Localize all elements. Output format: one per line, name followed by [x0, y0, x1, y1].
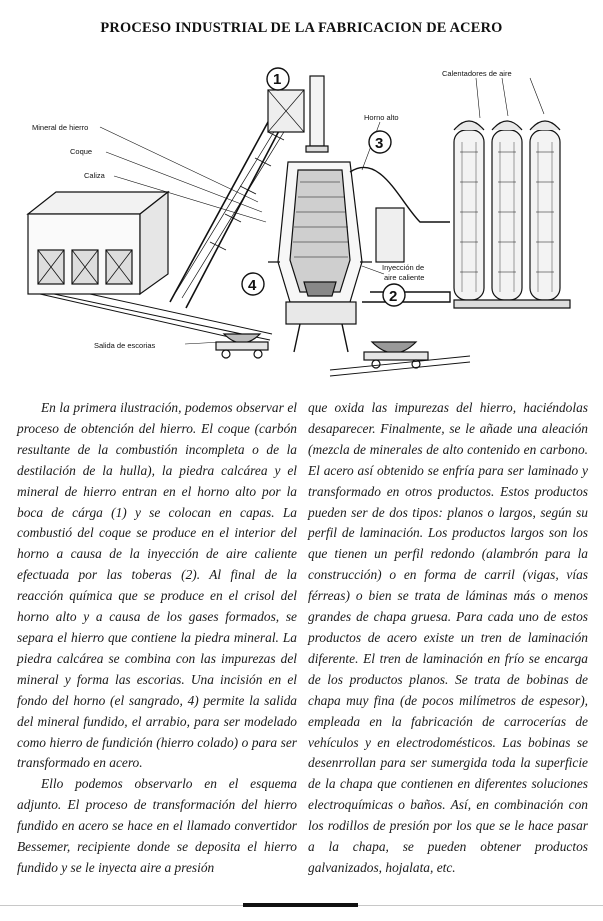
iron-ladle-car: [330, 342, 470, 376]
illustration-svg: [10, 52, 593, 382]
label-calentadores: Calentadores de aire: [442, 69, 512, 78]
paragraph-intro: En la primera ilustración, podemos observar el proceso de obtención del hierro. El coque (carbón resultante de la combustión incompleta o de la destilación de la hulla), la piedra calcárea y el mineral de hierro entran en el horno alto por la boca de cárga (1) y se colocan en capas. La combustió del coque se produce en el interior del horno a causa de la inyección de aire caliente efectuada por las toberas (2). Al final de la reacción química que se produce en el crisol del horno alto y a causa de los gases formados, se separa el hierro que contiene la piedra mineral. La piedra calcárea se combina con las impurezas del mineral y forma las escorias. Una incisión en el fondo del horno (el sangrado, 4) permite la salida del mineral fundido, el arrabio, para ser modelado como hierro de fundición (hierro colado) o para ser transformado en acero.: [17, 400, 297, 771]
number-1: 1: [273, 71, 282, 88]
bottom-bar: [243, 903, 358, 907]
storage-bins: [28, 192, 168, 294]
label-inyeccion-1: Inyección de: [382, 263, 425, 272]
label-coque: Coque: [70, 147, 93, 156]
label-caliza: Caliza: [84, 171, 105, 180]
paragraph-continuation: que oxida las impurezas del hierro, haciéndolas desaparecer. Finalmente, se le añade una aleación (mezcla de minerales de alto contenido en carbono. El acero así obtenido se enfría para ser laminado y transformado en otros productos. Estos productos pueden ser de dos tipos: planos o largos, según su perfil de laminación. Los productos largos son los que tienen un perfil redondo (alambrón para la construcción) o en forma de carril (vigas, vías férreas) o bien se trata de láminas más o menos grandes de chapa gruesa. Para cada uno de estos productos de acero existe un tren de laminación diferente. El tren de laminación en frío se encarga de los productos planos. Se trata de bobinas de chapa muy fina (de pocos milímetros de espesor), empleada en la fabricación de carrocerías de vehículos y en electrodomésticos. Las bobinas se desenrrollan para ser sumergida toda la superficie de la chapa que contienen en diferentes soluciones electroquímicas o baños. Así, en combinación con los rodillos de presión por los que se le hace pasar a la chapa, se pueden obtener productos galvanizados, hojalata, etc.: [308, 400, 588, 875]
number-4: 4: [248, 277, 257, 294]
text-column-right: [308, 398, 588, 879]
blast-furnace-illustration: [10, 52, 593, 382]
paragraph-bessemer: Ello podemos observarlo en el esquema adjunto. El proceso de transformación del hierro fundido en acero se hace en el llamado convertidor Bessemer, recipiente donde se deposita el hierro fundido y se le inyecta aire a presión: [17, 776, 297, 875]
label-escorias: Salida de escorias: [94, 341, 156, 350]
label-mineral: Mineral de hierro: [32, 123, 89, 132]
number-2: 2: [389, 288, 398, 305]
text-column-left: [17, 398, 297, 879]
number-3: 3: [375, 135, 384, 152]
page-title: PROCESO INDUSTRIAL DE LA FABRICACION DE ACERO: [100, 20, 503, 36]
air-heaters: [454, 121, 570, 308]
label-horno-alto: Horno alto: [364, 113, 399, 122]
label-inyeccion-2: aire caliente: [384, 273, 425, 282]
